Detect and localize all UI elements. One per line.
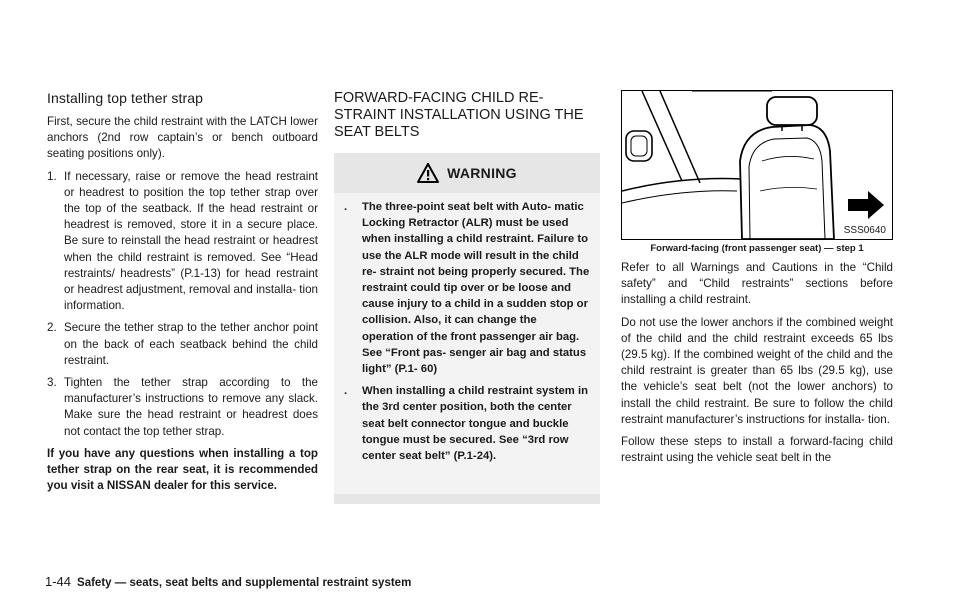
warning-bullet: .: [344, 385, 348, 398]
footer-title: Safety — seats, seat belts and supplemental restraint system: [77, 577, 412, 589]
body-paragraph: Refer to all Warnings and Cautions in the “Child safety” and “Child restraints” sections before installing a child restraint.: [621, 261, 893, 307]
front-seat-drawing: [622, 91, 892, 239]
page-number: 1-44: [45, 574, 72, 589]
column-middle: [334, 90, 600, 504]
step-item: [47, 375, 318, 440]
intro-paragraph: First, secure the child restraint with the LATCH lower anchors (2nd row captain’s or bench outboard seating positions only).: [47, 115, 318, 161]
warning-triangle-icon: [417, 163, 439, 183]
step-number: 2.: [47, 321, 57, 335]
steps-list: [47, 169, 318, 440]
step-number: 1.: [47, 169, 57, 183]
warning-box: [334, 153, 600, 504]
step-text: Tighten the tether strap according to the manufacturer’s instructions to remove any slack. Make sure the head restraint or headrest does not contact the top tether strap.: [64, 376, 318, 438]
closing-paragraph: If you have any questions when installing a top tether strap on the rear seat, it is recommended you visit a NISSAN dealer for this service.: [47, 446, 318, 493]
step-item: [47, 169, 318, 315]
warning-header: [334, 153, 600, 193]
step-text: Secure the tether strap to the tether anchor point on the back of each seatback behind the child restraint.: [64, 321, 318, 367]
warning-body: [334, 193, 600, 494]
page-footer: [45, 574, 411, 589]
column-right: [621, 90, 893, 472]
step-item: [47, 320, 318, 369]
column-left: [47, 90, 318, 500]
figure-caption: Forward-facing (front passenger seat) — step 1: [650, 243, 864, 254]
step-text: If necessary, raise or remove the head restraint or headrest to position the top tether strap over the top of the seatback. If the head restraint or headrest is removed, store it in a secure place. Be sure to reinstall the head restraint or headrest when the child restraint is removed. See “Head restraints/ headrests” (P.1-13) for head restraint or headrest adjustment, removal and installa- tion information.: [64, 169, 318, 313]
seat-illustration: [621, 90, 893, 240]
warning-item: [344, 199, 590, 377]
section-heading-top-tether: Installing top tether strap: [47, 90, 204, 106]
warning-text: When installing a child restraint system in the 3rd center position, both the center seat belt connector tongue and buckle tongue must be secured. See “3rd row center seat belt” (P.1-24).: [362, 385, 588, 463]
body-paragraph: Do not use the lower anchors if the combined weight of the child and the child restraint exceeds 65 lbs (29.5 kg). If the combined weight of the child and the child restraint is greater than 65 lbs (29.5 kg), use the vehicle’s seat belt (not the lower anchors) to install the child restraint. Be sure to follow the child restraint manufacturer’s instructions for installa- tion.: [621, 315, 893, 426]
warning-title: WARNING: [447, 165, 517, 181]
body-paragraph: Follow these steps to install a forward-facing child restraint using the vehicle seat belt in the: [621, 435, 893, 465]
section-heading-forward-facing: FORWARD-FACING CHILD RE- STRAINT INSTALLATION USING THE SEAT BELTS: [334, 90, 584, 140]
figure-code: SSS0640: [843, 225, 886, 236]
warning-text: The three-point seat belt with Auto- matic Locking Retractor (ALR) must be used when installing a child restraint. Failure to use the ALR mode will result in the child re- straint not being properly secured. The restraint could tip over or be loose and cause injury to a child in a sudden stop or collision. Also, it can change the operation of the front passenger air bag. See “Front pas- senger air bag and status light” (P.1- 60): [362, 201, 590, 376]
step-number: 3.: [47, 376, 57, 390]
warning-item: [344, 383, 590, 464]
warning-bullet: .: [344, 201, 348, 213]
